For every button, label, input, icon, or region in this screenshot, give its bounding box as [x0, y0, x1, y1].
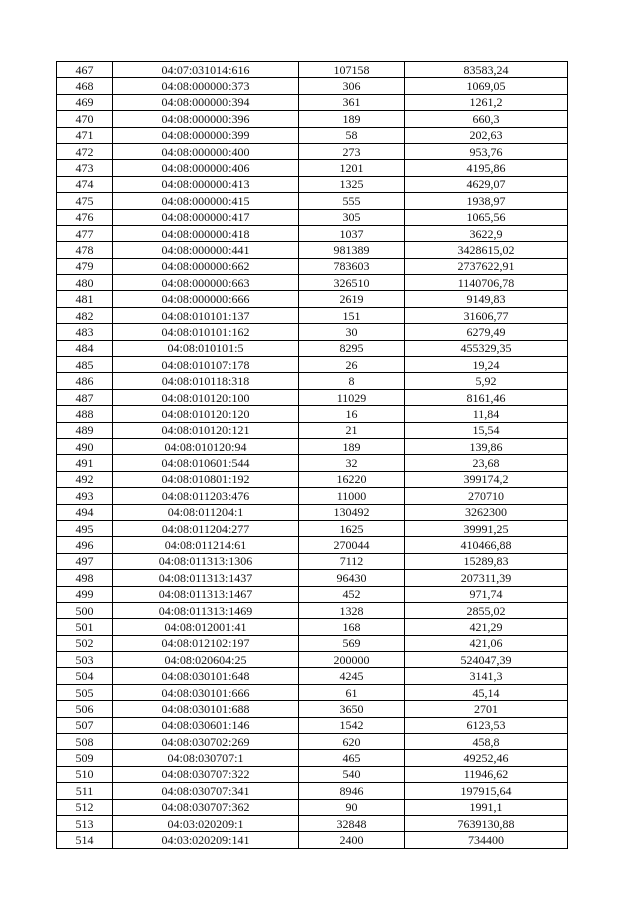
amount-cell: 197915,64 [405, 783, 568, 799]
row-number-cell: 470 [57, 111, 113, 127]
table-row [57, 783, 568, 799]
table-row [57, 242, 568, 258]
table-row [57, 520, 568, 536]
row-number-cell: 482 [57, 307, 113, 323]
row-number-cell: 472 [57, 143, 113, 159]
row-number-cell: 493 [57, 488, 113, 504]
table-row [57, 422, 568, 438]
row-number-cell: 478 [57, 242, 113, 258]
cadastral-number-cell: 04:08:030707:322 [113, 766, 299, 782]
table-row [57, 504, 568, 520]
row-number-cell: 489 [57, 422, 113, 438]
area-cell: 8 [299, 373, 405, 389]
amount-cell: 8161,46 [405, 389, 568, 405]
amount-cell: 2701 [405, 701, 568, 717]
cadastral-number-cell: 04:08:030101:688 [113, 701, 299, 717]
area-cell: 200000 [299, 652, 405, 668]
table-row [57, 537, 568, 553]
cadastral-number-cell: 04:08:030702:269 [113, 734, 299, 750]
table-row [57, 357, 568, 373]
table-row [57, 406, 568, 422]
area-cell: 2619 [299, 291, 405, 307]
cadastral-number-cell: 04:08:000000:400 [113, 143, 299, 159]
cadastral-number-cell: 04:08:000000:663 [113, 275, 299, 291]
area-cell: 1037 [299, 225, 405, 241]
cadastral-number-cell: 04:08:000000:662 [113, 258, 299, 274]
row-number-cell: 511 [57, 783, 113, 799]
table-row [57, 275, 568, 291]
amount-cell: 1261,2 [405, 94, 568, 110]
amount-cell: 1069,05 [405, 78, 568, 94]
cadastral-number-cell: 04:08:010101:137 [113, 307, 299, 323]
amount-cell: 19,24 [405, 357, 568, 373]
amount-cell: 31606,77 [405, 307, 568, 323]
table-row [57, 111, 568, 127]
table-row [57, 471, 568, 487]
row-number-cell: 473 [57, 160, 113, 176]
area-cell: 4245 [299, 668, 405, 684]
table-row [57, 225, 568, 241]
row-number-cell: 506 [57, 701, 113, 717]
row-number-cell: 499 [57, 586, 113, 602]
cadastral-number-cell: 04:08:020604:25 [113, 652, 299, 668]
cadastral-number-cell: 04:08:000000:396 [113, 111, 299, 127]
area-cell: 26 [299, 357, 405, 373]
row-number-cell: 475 [57, 193, 113, 209]
amount-cell: 11,84 [405, 406, 568, 422]
cadastral-number-cell: 04:08:000000:394 [113, 94, 299, 110]
row-number-cell: 487 [57, 389, 113, 405]
amount-cell: 15289,83 [405, 553, 568, 569]
amount-cell: 6123,53 [405, 717, 568, 733]
table-row [57, 438, 568, 454]
area-cell: 465 [299, 750, 405, 766]
table-row [57, 193, 568, 209]
area-cell: 16 [299, 406, 405, 422]
area-cell: 1325 [299, 176, 405, 192]
area-cell: 168 [299, 619, 405, 635]
table-row [57, 324, 568, 340]
amount-cell: 83583,24 [405, 62, 568, 78]
row-number-cell: 507 [57, 717, 113, 733]
table-row [57, 160, 568, 176]
cadastral-number-cell: 04:08:011313:1467 [113, 586, 299, 602]
row-number-cell: 486 [57, 373, 113, 389]
row-number-cell: 502 [57, 635, 113, 651]
area-cell: 11000 [299, 488, 405, 504]
table-row [57, 766, 568, 782]
amount-cell: 734400 [405, 832, 568, 848]
row-number-cell: 491 [57, 455, 113, 471]
amount-cell: 3622,9 [405, 225, 568, 241]
row-number-cell: 474 [57, 176, 113, 192]
area-cell: 1625 [299, 520, 405, 536]
amount-cell: 4629,07 [405, 176, 568, 192]
cadastral-number-cell: 04:08:030101:666 [113, 684, 299, 700]
table-row [57, 832, 568, 848]
table-row [57, 717, 568, 733]
area-cell: 30 [299, 324, 405, 340]
table-row [57, 586, 568, 602]
amount-cell: 3428615,02 [405, 242, 568, 258]
cadastral-number-cell: 04:08:010601:544 [113, 455, 299, 471]
area-cell: 620 [299, 734, 405, 750]
row-number-cell: 480 [57, 275, 113, 291]
amount-cell: 202,63 [405, 127, 568, 143]
row-number-cell: 503 [57, 652, 113, 668]
area-cell: 7112 [299, 553, 405, 569]
area-cell: 96430 [299, 570, 405, 586]
table-row [57, 94, 568, 110]
table-row [57, 734, 568, 750]
area-cell: 3650 [299, 701, 405, 717]
amount-cell: 971,74 [405, 586, 568, 602]
row-number-cell: 514 [57, 832, 113, 848]
amount-cell: 1140706,78 [405, 275, 568, 291]
area-cell: 189 [299, 438, 405, 454]
cadastral-number-cell: 04:03:020209:141 [113, 832, 299, 848]
amount-cell: 11946,62 [405, 766, 568, 782]
area-cell: 32 [299, 455, 405, 471]
area-cell: 8295 [299, 340, 405, 356]
amount-cell: 399174,2 [405, 471, 568, 487]
cadastral-number-cell: 04:08:030707:341 [113, 783, 299, 799]
area-cell: 306 [299, 78, 405, 94]
table-row [57, 209, 568, 225]
area-cell: 1328 [299, 602, 405, 618]
table-row [57, 143, 568, 159]
area-cell: 130492 [299, 504, 405, 520]
row-number-cell: 476 [57, 209, 113, 225]
cadastral-number-cell: 04:08:012001:41 [113, 619, 299, 635]
amount-cell: 15,54 [405, 422, 568, 438]
amount-cell: 660,3 [405, 111, 568, 127]
area-cell: 305 [299, 209, 405, 225]
cadastral-number-cell: 04:08:030101:648 [113, 668, 299, 684]
cadastral-number-cell: 04:08:000000:417 [113, 209, 299, 225]
area-cell: 58 [299, 127, 405, 143]
table-row [57, 799, 568, 815]
cadastral-number-cell: 04:08:030707:1 [113, 750, 299, 766]
area-cell: 326510 [299, 275, 405, 291]
area-cell: 8946 [299, 783, 405, 799]
amount-cell: 6279,49 [405, 324, 568, 340]
cadastral-number-cell: 04:08:011313:1306 [113, 553, 299, 569]
table-row [57, 668, 568, 684]
table-row [57, 635, 568, 651]
row-number-cell: 477 [57, 225, 113, 241]
table-row [57, 701, 568, 717]
row-number-cell: 504 [57, 668, 113, 684]
cadastral-number-cell: 04:08:000000:441 [113, 242, 299, 258]
table-row [57, 619, 568, 635]
amount-cell: 455329,35 [405, 340, 568, 356]
amount-cell: 7639130,88 [405, 815, 568, 831]
amount-cell: 410466,88 [405, 537, 568, 553]
amount-cell: 1991,1 [405, 799, 568, 815]
amount-cell: 421,06 [405, 635, 568, 651]
table-row [57, 684, 568, 700]
row-number-cell: 484 [57, 340, 113, 356]
row-number-cell: 498 [57, 570, 113, 586]
area-cell: 189 [299, 111, 405, 127]
table-row [57, 389, 568, 405]
amount-cell: 207311,39 [405, 570, 568, 586]
table-row [57, 570, 568, 586]
cadastral-number-cell: 04:08:000000:418 [113, 225, 299, 241]
amount-cell: 2737622,91 [405, 258, 568, 274]
cadastral-number-cell: 04:08:012102:197 [113, 635, 299, 651]
table-row [57, 750, 568, 766]
row-number-cell: 481 [57, 291, 113, 307]
amount-cell: 524047,39 [405, 652, 568, 668]
cadastral-number-cell: 04:08:010801:192 [113, 471, 299, 487]
cadastral-number-cell: 04:08:010101:162 [113, 324, 299, 340]
cadastral-number-cell: 04:08:010118:318 [113, 373, 299, 389]
area-cell: 361 [299, 94, 405, 110]
area-cell: 61 [299, 684, 405, 700]
area-cell: 16220 [299, 471, 405, 487]
area-cell: 11029 [299, 389, 405, 405]
row-number-cell: 469 [57, 94, 113, 110]
row-number-cell: 509 [57, 750, 113, 766]
row-number-cell: 496 [57, 537, 113, 553]
amount-cell: 953,76 [405, 143, 568, 159]
row-number-cell: 495 [57, 520, 113, 536]
amount-cell: 4195,86 [405, 160, 568, 176]
table-body [57, 62, 568, 849]
row-number-cell: 479 [57, 258, 113, 274]
cadastral-number-cell: 04:08:030601:146 [113, 717, 299, 733]
amount-cell: 421,29 [405, 619, 568, 635]
amount-cell: 270710 [405, 488, 568, 504]
row-number-cell: 513 [57, 815, 113, 831]
area-cell: 1542 [299, 717, 405, 733]
cadastral-number-cell: 04:08:010120:100 [113, 389, 299, 405]
area-cell: 1201 [299, 160, 405, 176]
table-row [57, 307, 568, 323]
row-number-cell: 510 [57, 766, 113, 782]
row-number-cell: 468 [57, 78, 113, 94]
row-number-cell: 497 [57, 553, 113, 569]
area-cell: 555 [299, 193, 405, 209]
row-number-cell: 492 [57, 471, 113, 487]
cadastral-number-cell: 04:08:010120:121 [113, 422, 299, 438]
cadastral-number-cell: 04:08:010101:5 [113, 340, 299, 356]
area-cell: 90 [299, 799, 405, 815]
amount-cell: 3262300 [405, 504, 568, 520]
row-number-cell: 485 [57, 357, 113, 373]
cadastral-number-cell: 04:07:031014:616 [113, 62, 299, 78]
data-table [56, 61, 568, 849]
amount-cell: 49252,46 [405, 750, 568, 766]
row-number-cell: 505 [57, 684, 113, 700]
area-cell: 981389 [299, 242, 405, 258]
area-cell: 2400 [299, 832, 405, 848]
row-number-cell: 467 [57, 62, 113, 78]
area-cell: 107158 [299, 62, 405, 78]
table-row [57, 258, 568, 274]
cadastral-number-cell: 04:08:011313:1437 [113, 570, 299, 586]
cadastral-number-cell: 04:08:000000:415 [113, 193, 299, 209]
row-number-cell: 508 [57, 734, 113, 750]
table-row [57, 127, 568, 143]
area-cell: 273 [299, 143, 405, 159]
cadastral-number-cell: 04:08:010120:94 [113, 438, 299, 454]
table-row [57, 815, 568, 831]
area-cell: 452 [299, 586, 405, 602]
table-row [57, 553, 568, 569]
table-row [57, 488, 568, 504]
amount-cell: 5,92 [405, 373, 568, 389]
row-number-cell: 483 [57, 324, 113, 340]
amount-cell: 3141,3 [405, 668, 568, 684]
amount-cell: 39991,25 [405, 520, 568, 536]
cadastral-number-cell: 04:08:011204:1 [113, 504, 299, 520]
amount-cell: 23,68 [405, 455, 568, 471]
cadastral-number-cell: 04:08:000000:373 [113, 78, 299, 94]
amount-cell: 458,8 [405, 734, 568, 750]
area-cell: 569 [299, 635, 405, 651]
row-number-cell: 490 [57, 438, 113, 454]
area-cell: 540 [299, 766, 405, 782]
table-row [57, 176, 568, 192]
amount-cell: 139,86 [405, 438, 568, 454]
table-row [57, 340, 568, 356]
area-cell: 21 [299, 422, 405, 438]
cadastral-number-cell: 04:08:000000:406 [113, 160, 299, 176]
amount-cell: 45,14 [405, 684, 568, 700]
cadastral-number-cell: 04:08:030707:362 [113, 799, 299, 815]
table-row [57, 455, 568, 471]
table-row [57, 78, 568, 94]
area-cell: 151 [299, 307, 405, 323]
amount-cell: 2855,02 [405, 602, 568, 618]
cadastral-number-cell: 04:08:010107:178 [113, 357, 299, 373]
row-number-cell: 501 [57, 619, 113, 635]
row-number-cell: 494 [57, 504, 113, 520]
cadastral-number-cell: 04:08:011214:61 [113, 537, 299, 553]
row-number-cell: 488 [57, 406, 113, 422]
cadastral-number-cell: 04:08:011313:1469 [113, 602, 299, 618]
area-cell: 270044 [299, 537, 405, 553]
row-number-cell: 512 [57, 799, 113, 815]
table-row [57, 602, 568, 618]
row-number-cell: 500 [57, 602, 113, 618]
table-row [57, 373, 568, 389]
table-row [57, 652, 568, 668]
area-cell: 32848 [299, 815, 405, 831]
table-row [57, 291, 568, 307]
cadastral-number-cell: 04:08:011203:476 [113, 488, 299, 504]
table-row [57, 62, 568, 78]
cadastral-number-cell: 04:08:010120:120 [113, 406, 299, 422]
cadastral-number-cell: 04:08:000000:413 [113, 176, 299, 192]
area-cell: 783603 [299, 258, 405, 274]
amount-cell: 9149,83 [405, 291, 568, 307]
cadastral-number-cell: 04:08:000000:399 [113, 127, 299, 143]
amount-cell: 1938,97 [405, 193, 568, 209]
cadastral-number-cell: 04:03:020209:1 [113, 815, 299, 831]
cadastral-number-cell: 04:08:011204:277 [113, 520, 299, 536]
row-number-cell: 471 [57, 127, 113, 143]
amount-cell: 1065,56 [405, 209, 568, 225]
cadastral-number-cell: 04:08:000000:666 [113, 291, 299, 307]
